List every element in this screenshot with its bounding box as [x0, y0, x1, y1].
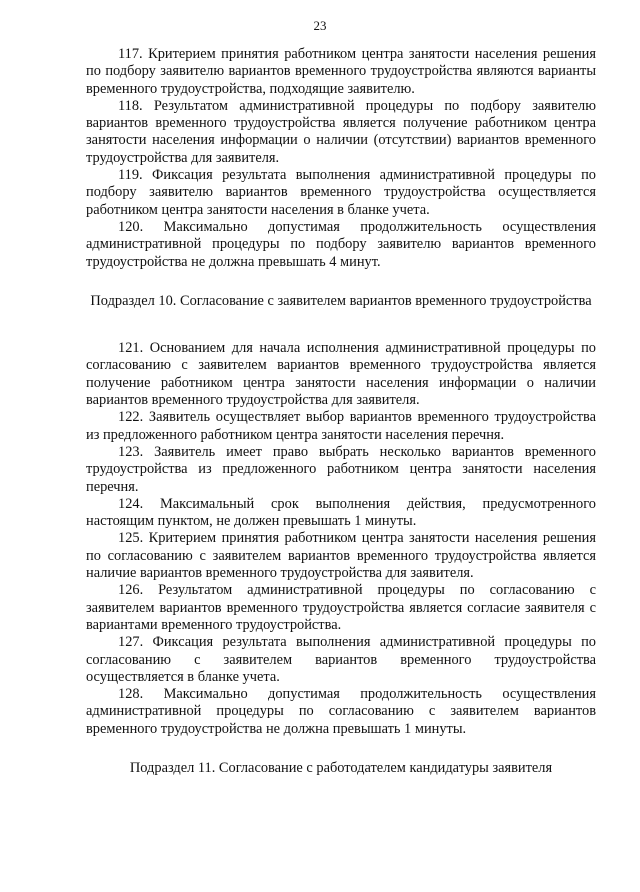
paragraph-125: 125. Критерием принятия работником центра занятости населения решения по согласованию с заявителем вариантов временного трудоустройства является наличие вариантов временного трудоустройства для заявителя. [86, 530, 596, 582]
paragraph-117: 117. Критерием принятия работником центра занятости населения решения по подбору заявителю вариантов временного трудоустройства являются варианты временного трудоустройства, подходящие заявителю. [86, 46, 596, 97]
subsection-10-heading: Подраздел 10. Согласование с заявителем вариантов временного трудоустройства [90, 292, 592, 309]
paragraph-119: 119. Фиксация результата выполнения административной процедуры по подбору заявителю вариантов временного трудоустройства осуществляется работником центра занятости населения в бланке учета. [86, 167, 596, 218]
document-body [86, 46, 596, 777]
paragraph-122: 122. Заявитель осуществляет выбор вариантов временного трудоустройства из предложенного работником центра занятости населения перечня. [86, 409, 596, 443]
paragraph-127: 127. Фиксация результата выполнения административной процедуры по согласованию с заявителем вариантов временного трудоустройства осуществляется в бланке учета. [86, 634, 596, 685]
paragraph-126: 126. Результатом административной процедуры по согласованию с заявителем вариантов временного трудоустройства является согласие заявителя с вариантами временного трудоустройства. [86, 582, 596, 633]
subsection-11-heading: Подраздел 11. Согласование с работодателем кандидатуры заявителя [129, 759, 553, 776]
paragraph-124: 124. Максимальный срок выполнения действия, предусмотренного настоящим пунктом, не должен превышать 1 минуты. [86, 495, 596, 530]
paragraph-128: 128. Максимально допустимая продолжительность осуществления административной процедуры по согласованию с заявителем вариантов временного трудоустройства не должна превышать 1 минуты. [86, 686, 596, 737]
page-number: 23 [313, 18, 327, 33]
paragraph-121: 121. Основанием для начала исполнения административной процедуры по согласованию с заявителем вариантов временного трудоустройства является получение работником центра занятости населения информации о наличии вариантов временного трудоустройства для заявителя. [86, 340, 596, 409]
paragraph-123: 123. Заявитель имеет право выбрать несколько вариантов временного трудоустройства из предложенного работником центра занятости населения перечня. [86, 443, 596, 495]
paragraph-118: 118. Результатом административной процедуры по подбору заявителю вариантов временного трудоустройства является получение работником центра занятости населения информации о наличии (отсутствии) вариантов временного трудоустройства для заявителя. [86, 97, 596, 166]
paragraph-120: 120. Максимально допустимая продолжительность осуществления административной процедуры по подбору заявителю вариантов временного трудоустройства не должна превышать 4 минут. [86, 218, 596, 270]
